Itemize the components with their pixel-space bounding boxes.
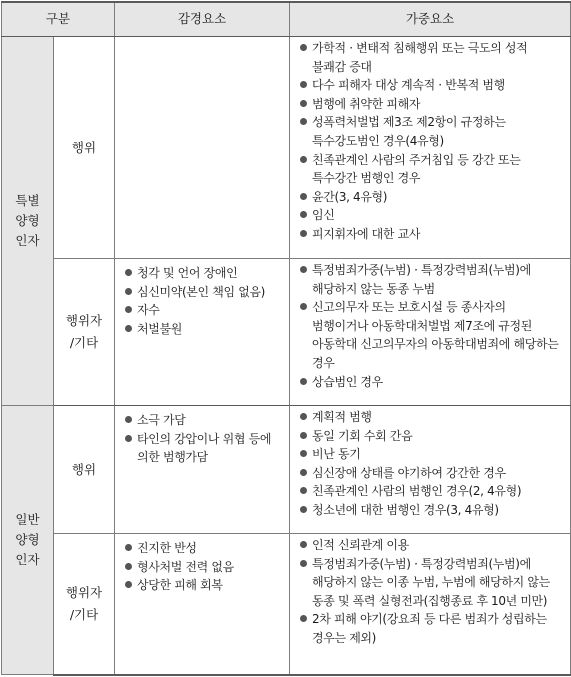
mitigating-cell xyxy=(115,37,290,259)
list-item: 신고의무자 또는 보호시설 등 종사자의 범행이거나 아동학대처벌법 제7조에 규정된 아동학대 신고의무자의 아동학대범죄에 해당하는 경우 xyxy=(300,298,564,372)
list-item: 윤간(3, 4유형) xyxy=(300,188,564,207)
table-row xyxy=(2,37,571,259)
group-label-special: 특별 양형 인자 xyxy=(2,37,54,406)
sub-label-conduct: 행위 xyxy=(54,37,115,259)
list-item: 비난 동기 xyxy=(300,445,564,464)
list-item: 상당한 피해 회복 xyxy=(125,576,283,595)
list-item: 형사처벌 전력 없음 xyxy=(125,558,283,577)
sub-label-conduct: 행위 xyxy=(54,406,115,534)
list-item: 심신미약(본인 책임 없음) xyxy=(125,283,283,302)
header-aggravating: 가중요소 xyxy=(290,2,571,37)
list-item: 피지휘자에 대한 교사 xyxy=(300,225,564,244)
list-item: 다수 피해자 대상 계속적 · 반복적 범행 xyxy=(300,76,564,95)
aggravating-cell xyxy=(290,37,571,259)
list-item: 친족관계인 사람의 범행인 경우(2, 4유형) xyxy=(300,482,564,501)
special-factors-section xyxy=(2,37,571,406)
aggravating-cell xyxy=(290,406,571,534)
mitigating-cell xyxy=(115,406,290,534)
list-item: 임신 xyxy=(300,206,564,225)
list-item: 처벌불원 xyxy=(125,320,283,339)
list-item: 타인의 강압이나 위협 등에 의한 범행가담 xyxy=(125,430,283,467)
list-item: 친족관계인 사람의 주거침입 등 강간 또는 특수강간 범행인 경우 xyxy=(300,151,564,188)
sub-label-offender-other: 행위자 /기타 xyxy=(54,259,115,406)
header-category: 구분 xyxy=(2,2,115,37)
list-item: 2차 피해 야기(강요죄 등 다른 범죄가 성립하는 경우는 제외) xyxy=(300,610,564,647)
table-row xyxy=(2,406,571,534)
list-item: 심신장애 상태를 야기하여 강간한 경우 xyxy=(300,464,564,483)
list-item: 청각 및 언어 장애인 xyxy=(125,264,283,283)
aggravating-cell xyxy=(290,534,571,675)
list-item: 진지한 반성 xyxy=(125,539,283,558)
list-item: 동일 기회 수회 간음 xyxy=(300,427,564,446)
list-item: 범행에 취약한 피해자 xyxy=(300,95,564,114)
table-header-row xyxy=(2,2,571,37)
list-item: 특정범죄가중(누범) · 특정강력범죄(누범)에 해당하지 않는 이종 누범, 누범에 해당하지 않는 동종 및 폭력 실형전과(집행종료 후 10년 미만) xyxy=(300,555,564,611)
aggravating-cell xyxy=(290,259,571,406)
sub-label-offender-other: 행위자 /기타 xyxy=(54,534,115,675)
mitigating-cell xyxy=(115,534,290,675)
sentencing-factors-table xyxy=(1,1,571,676)
header-mitigating: 감경요소 xyxy=(115,2,290,37)
list-item: 성폭력처벌법 제3조 제2항이 규정하는 특수강도범인 경우(4유형) xyxy=(300,113,564,150)
group-label-general: 일반 양형 인자 xyxy=(2,406,54,675)
list-item: 자수 xyxy=(125,301,283,320)
table-row xyxy=(2,534,571,675)
table-row xyxy=(2,259,571,406)
general-factors-section xyxy=(2,406,571,675)
list-item: 소극 가담 xyxy=(125,411,283,430)
mitigating-cell xyxy=(115,259,290,406)
list-item: 청소년에 대한 범행인 경우(3, 4유형) xyxy=(300,501,564,520)
list-item: 특정범죄가중(누범) · 특정강력범죄(누범)에 해당하지 않는 동종 누범 xyxy=(300,261,564,298)
list-item: 상습범인 경우 xyxy=(300,373,564,392)
list-item: 계획적 범행 xyxy=(300,408,564,427)
list-item: 인적 신뢰관계 이용 xyxy=(300,536,564,555)
list-item: 가학적 · 변태적 침해행위 또는 극도의 성적 불쾌감 증대 xyxy=(300,39,564,76)
